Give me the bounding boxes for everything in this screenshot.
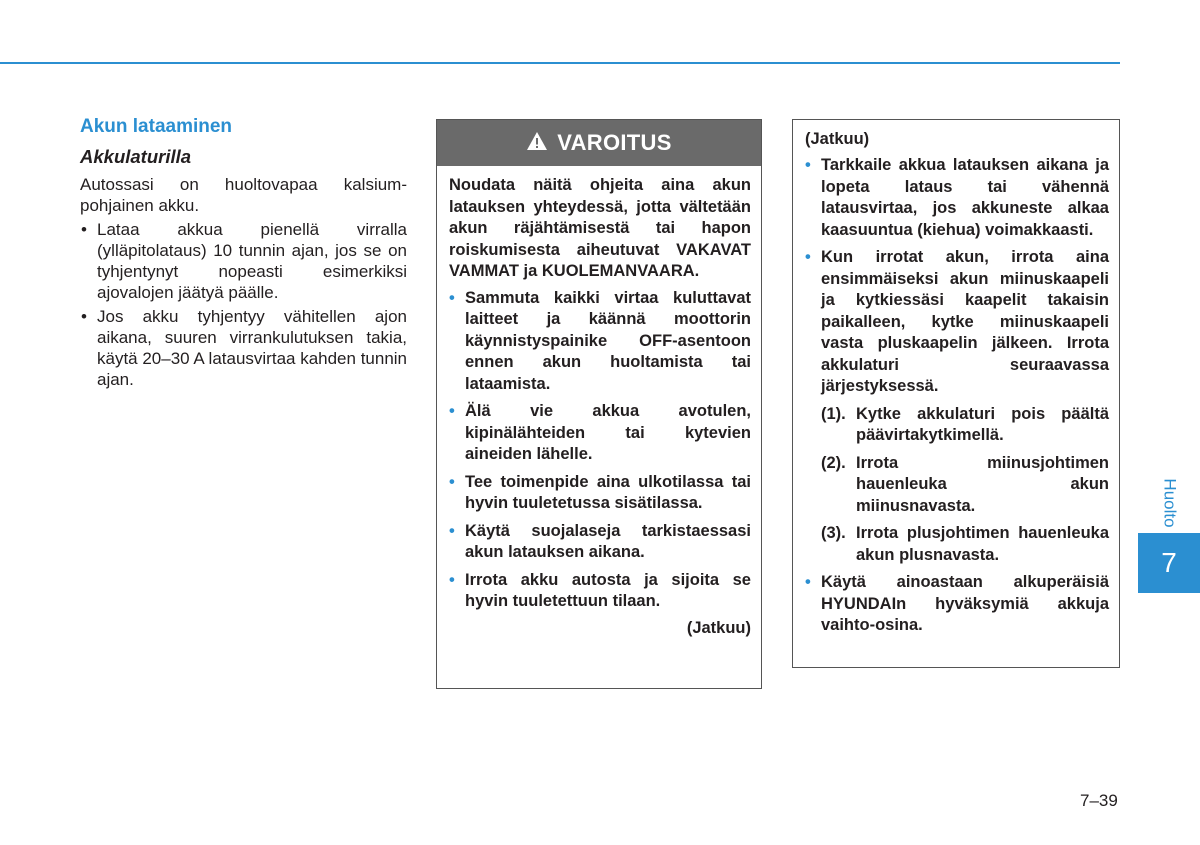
top-rule bbox=[0, 62, 1120, 64]
bullet-list bbox=[80, 219, 407, 390]
section-title: Akun lataaminen bbox=[80, 116, 233, 137]
list-item: • Jos akku tyhjentyy vähitellen ajon aikana, suuren virrankulutuksen takia, käytä 20–30 A latausvirtaa kahden tunnin ajan. bbox=[80, 306, 407, 390]
warning-triangle-icon bbox=[526, 131, 548, 156]
warning-body bbox=[437, 166, 761, 638]
list-item: • Tee toimenpide aina ulkotilassa tai hyvin tuuletetussa sisätilassa. bbox=[449, 472, 751, 515]
step-text: Irrota miinusjohtimen hauenleuka akun miinusnavasta. bbox=[856, 453, 1109, 515]
warning-intro: Noudata näitä ohjeita aina akun latauksen yhteydessä, jotta vältetään akun räjähtämisestä tai hapon roiskumisesta aiheutuvat VAKAVAT VAMMAT ja KUOLEMANVAARA. bbox=[449, 176, 751, 280]
step-item bbox=[805, 453, 1109, 518]
step-text: Kytke akkulaturi pois päältä päävirtakytkimellä. bbox=[856, 404, 1109, 444]
continued-label: (Jatkuu) bbox=[686, 618, 751, 637]
list-item: • Tarkkaile akkua latauksen aikana ja lopeta lataus tai vähennä latausvirtaa, jos akkuneste alkaa kaasuuntua (kiehua) voimakkaasti. bbox=[805, 155, 1109, 241]
step-number: (2). bbox=[821, 453, 846, 472]
subsection-title: Akkulaturilla bbox=[80, 146, 192, 167]
step-number: (3). bbox=[821, 524, 846, 542]
page-number: 7–39 bbox=[1080, 791, 1118, 810]
chapter-name-tab bbox=[1155, 475, 1185, 531]
left-column bbox=[80, 116, 407, 393]
warning-title: VAROITUS bbox=[557, 130, 672, 155]
step-number: (1). bbox=[821, 404, 846, 423]
intro-paragraph: Autossasi on huoltovapaa kalsium-pohjainen akku. bbox=[80, 175, 407, 215]
warning-header bbox=[437, 120, 761, 166]
chapter-number: 7 bbox=[1161, 547, 1177, 578]
list-item: • Kun irrotat akun, irrota aina ensimmäiseksi akun miinuskaapeli ja kytkiessäsi kaapelit takaisin paikalleen, kytke miinuskaapeli vasta pluskaapelin jälkeen. Irrota akkulaturi seuraavassa järjestyksessä. bbox=[805, 247, 1109, 398]
continued-bullet-list-2 bbox=[805, 572, 1109, 637]
continued-heading: (Jatkuu) bbox=[805, 130, 870, 148]
list-item: • Käytä suojalaseja tarkistaessasi akun latauksen aikana. bbox=[449, 521, 751, 564]
warning-bullet-list bbox=[449, 288, 751, 613]
list-item: • Käytä ainoastaan alkuperäisiä HYUNDAIn hyväksymiä akkuja vaihto-osina. bbox=[805, 572, 1109, 637]
warning-box bbox=[436, 119, 762, 689]
list-item: • Irrota akku autosta ja sijoita se hyvin tuuletettuun tilaan. bbox=[449, 570, 751, 613]
list-item: • Sammuta kaikki virtaa kuluttavat laitteet ja käännä moottorin käynnistyspainike OFF-asentoon ennen akun huoltamista tai lataamista. bbox=[449, 288, 751, 396]
step-text: Irrota plusjohtimen hauenleuka akun plusnavasta. bbox=[856, 524, 1109, 564]
chapter-number-tab bbox=[1138, 533, 1200, 593]
step-item bbox=[805, 523, 1109, 566]
step-item bbox=[805, 404, 1109, 447]
list-item: • Älä vie akkua avotulen, kipinälähteiden tai kytevien aineiden lähelle. bbox=[449, 401, 751, 466]
chapter-name: Huolto bbox=[1161, 478, 1181, 528]
continued-bullet-list bbox=[805, 155, 1109, 398]
steps-list bbox=[805, 404, 1109, 567]
continued-box bbox=[792, 119, 1120, 668]
list-item: • Lataa akkua pienellä virralla (ylläpitolataus) 10 tunnin ajan, jos se on tyhjentynyt nopeasti esimerkiksi ajovalojen jäätyä päälle. bbox=[80, 219, 407, 303]
